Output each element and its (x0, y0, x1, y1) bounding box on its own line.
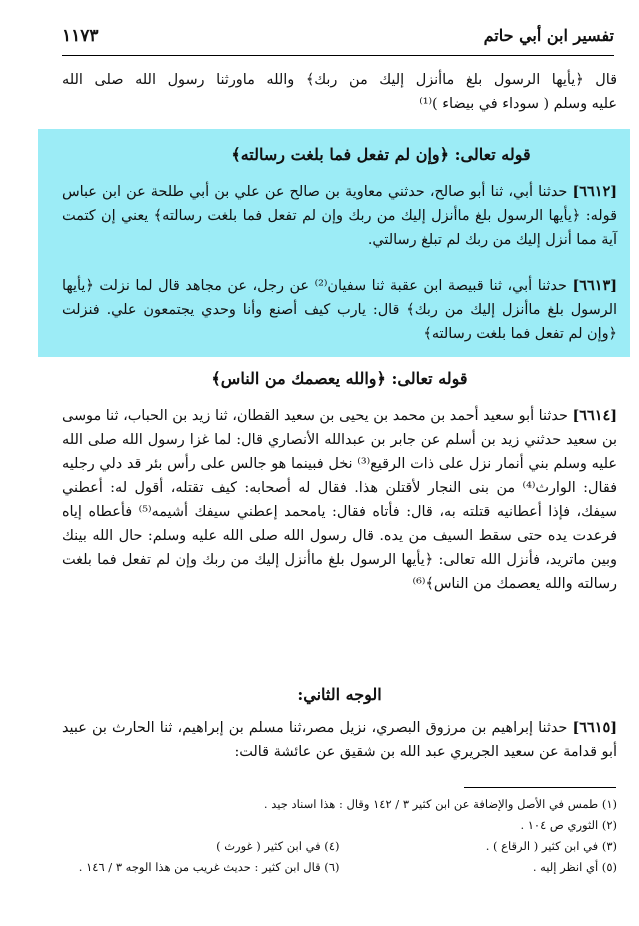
footnote: (١) طمس في الأصل والإضافة عن ابن كثير ٣ / ١٤٢ وقال : هذا اسناد جيد . (263, 797, 617, 811)
page-number: ١١٧٣ (62, 26, 99, 46)
running-title: تفسير ابن أبي حاتم (483, 26, 614, 45)
footnote-rule (464, 787, 616, 788)
hadith-6614 (62, 404, 617, 596)
footnote: (٦) قال ابن كثير : حديث غريب من هذا الوجه ٣ / ١٤٦ . (78, 860, 340, 874)
hadith-text: حدثنا أبو سعيد أحمد بن محمد بن يحيى بن سعيد القطان، ثنا زيد بن الحباب، ثنا موسى بن سعيد حدثني زيد بن أسلم عن جابر بن عبدالله الأنصاري قال: لما غزا رسول الله صلى الله عليه وسلم بني أنمار نزل على ذات الرقيع⁽³⁾ نخل فبينما هو جالس على رأس بئر قد دلي رجليه فقال: الوارث⁽⁴⁾ من بنى النجار لأقتلن هذا. فقال له أصحابه: كيف تقتله، أقول له: أعطني سيفك، فإذا أعطانيه قتلته به، قال: فأتاه فقال: يامحمد إعطني سيفك أشيمه⁽⁵⁾ فأعطاه إياه فرعدت يده حتى سقط السيف من يده. قال رسول الله صلى الله عليه وسلم: حال الله بينك وبين ماتريد، فأنزل الله تعالى: ﴿يأيها الرسول بلغ ماأنزل إليك من ربك وإن لم تفعل فما بلغت رسالته والله يعصمك من الناس﴾⁽⁶⁾ (62, 408, 617, 592)
hadith-number: [٦٦١٢] (572, 183, 617, 200)
header-rule (62, 55, 614, 56)
intro-paragraph (62, 68, 617, 116)
footnote: (٢) الثوري ص ١٠٤ . (520, 818, 617, 832)
footnote: (٣) في ابن كثير ( الرقاع ) . (485, 839, 617, 853)
hadith-text: حدثنا أبي، ثنا قبيصة ابن عقبة ثنا سفيان⁽²⁾ عن رجل، عن مجاهد قال لما نزلت ﴿يأيها الرسول بلغ ماأنزل إليك من ربك﴾ قال: يارب كيف أصنع وأنا وحدي يجتمعون علي. فنزلت ﴿وإن لم تفعل فما بلغت رسالته﴾ (62, 278, 617, 342)
section-heading: الوجه الثاني: (297, 685, 382, 704)
hadith-6612 (62, 180, 617, 252)
section-heading: قوله تعالى: ﴿والله يعصمك من الناس﴾ (211, 369, 468, 388)
footnote: (٤) في ابن كثير ( غورث ) (216, 839, 340, 853)
hadith-text: حدثنا أبي، ثنا أبو صالح، حدثني معاوية بن صالح عن علي بن أبي طلحة عن ابن عباس قوله: ﴿يأيها الرسول بلغ ماأنزل إليك من ربك وإن لم تفعل فما بلغت رسالته﴾ يعني إن كتمت آية مما أنزل إليك من ربك لم تبلغ رسالتي. (62, 184, 617, 248)
hadith-number: [٦٦١٥] (572, 719, 617, 736)
intro-line: عليه وسلم ( سوداء في بيضاء )⁽¹⁾ (419, 96, 617, 112)
footnotes (62, 794, 617, 878)
page-header (62, 24, 614, 54)
hadith-6615 (62, 716, 617, 764)
intro-line: قال ﴿يأيها الرسول بلغ ماأنزل إليك من ربك﴾ والله ماورثنا رسول الله صلى الله (62, 72, 617, 88)
section-heading: قوله تعالى: ﴿وإن لم تفعل فما بلغت رسالته﴾ (231, 145, 531, 164)
hadith-number: [٦٦١٤] (572, 407, 617, 424)
hadith-6613 (62, 274, 617, 346)
hadith-number: [٦٦١٣] (572, 277, 617, 294)
hadith-text: حدثنا إبراهيم بن مرزوق البصري، نزيل مصر،ثنا مسلم بن إبراهيم، ثنا الحارث بن عبيد أبو قدامة عن سعيد الجريري عبد الله بن شقيق عن عائشة قالت: (62, 720, 617, 760)
footnote: (٥) أي انظر إليه . (532, 860, 617, 874)
